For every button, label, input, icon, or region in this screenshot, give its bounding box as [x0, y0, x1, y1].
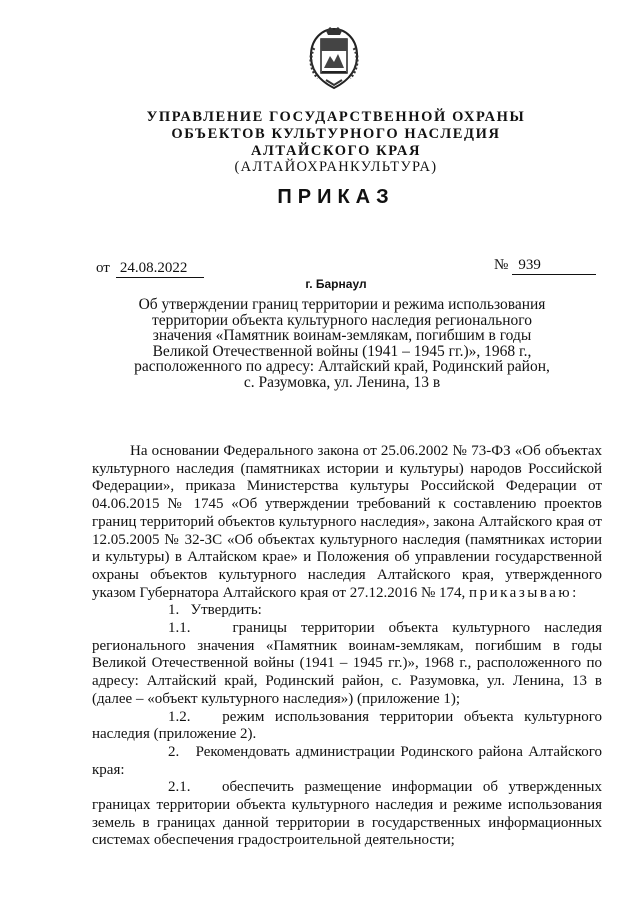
subject-line: расположенного по адресу: Алтайский край, Родинский район,: [134, 358, 550, 375]
item-number: 2.: [168, 743, 180, 760]
subject-line: Великой Отечественной войны (1941 – 1945 гг.)», 1968 г.,: [152, 342, 532, 360]
agency-name-line-2: ОБЪЕКТОВ КУЛЬТУРНОГО НАСЛЕДИЯ: [171, 126, 501, 142]
city-name: г. Барнаул: [305, 277, 367, 291]
order-date: [96, 259, 204, 278]
subject-line: территории объекта культурного наследия регионального: [151, 311, 533, 329]
number-value: 939: [512, 256, 596, 275]
preamble-text: На основании Федерального закона от 25.06.2002 № 73-ФЗ «Об объектах культурного наследия (памятниках истории и культуры) народов Российской Федерации», приказа Министерства культуры Российской Федерации от 04.06.2015 № 1745 «Об утверждении требований к составлению проектов границ территорий объектов культурного наследия», закона Алтайского края от 12.05.2005 № 32-ЗС «Об объектах культурного наследия (памятниках истории и культуры) в Алтайском крае» и Положения об управлении государственной охраны объектов культурного наследия Алтайского края, утвержденного указом Губернатора Алтайского края от 27.12.2016 № 174,: [92, 443, 602, 601]
order-word: приказываю:: [469, 584, 579, 601]
document-title: ПРИКАЗ: [277, 186, 395, 208]
subject-line: Об утверждении границ территории и режима использования: [138, 296, 546, 313]
item-number: 2.1.: [168, 779, 191, 796]
item-text: границы территории объекта культурного наследия регионального значения «Памятник воинам-землякам, погибшим в годы Великой Отечественной войны (1941 – 1945 гг.)», 1968 г., расположенного по адресу: Алтайский край, Родинский район, с. Разумовка, ул. Ленина, 13 в (далее – «объект культурного наследия») (приложение 1);: [92, 620, 602, 707]
order-body: [92, 443, 602, 850]
item-text: режим использования территории объекта культурного наследия (приложение 2).: [92, 708, 602, 743]
item-number: 1.2.: [168, 708, 191, 725]
list-item: [92, 620, 602, 709]
item-number: 1.: [168, 602, 180, 619]
item-number: 1.1.: [168, 620, 191, 637]
preamble-paragraph: [92, 443, 602, 602]
agency-name-line-3: АЛТАЙСКОГО КРАЯ: [250, 143, 422, 159]
item-text: Утвердить:: [190, 602, 262, 619]
date-label: от: [96, 260, 110, 276]
item-text: обеспечить размещение информации об утвержденных границах территории объекта культурного наследия и режиме использования земель в границах данной территории в государственных информационных системах обеспечения градостроительной деятельности;: [92, 779, 602, 849]
item-text: Рекомендовать администрации Родинского района Алтайского края:: [92, 743, 602, 778]
order-number: [494, 256, 596, 275]
list-item: [92, 709, 602, 744]
agency-name-line-1: УПРАВЛЕНИЕ ГОСУДАРСТВЕННОЙ ОХРАНЫ: [146, 109, 526, 125]
number-label: №: [494, 257, 509, 273]
subject-line: с. Разумовка, ул. Ленина, 13 в: [243, 373, 441, 391]
subject-line: значения «Памятник воинам-землякам, погибшим в годы: [152, 327, 532, 344]
coat-of-arms-icon: [304, 26, 364, 92]
agency-short-name: (АЛТАЙОХРАНКУЛЬТУРА): [234, 159, 438, 175]
list-item: [92, 744, 602, 779]
list-item: [92, 602, 602, 620]
order-subject: [130, 297, 554, 390]
list-item: [92, 779, 602, 850]
date-value: 24.08.2022: [116, 259, 204, 278]
